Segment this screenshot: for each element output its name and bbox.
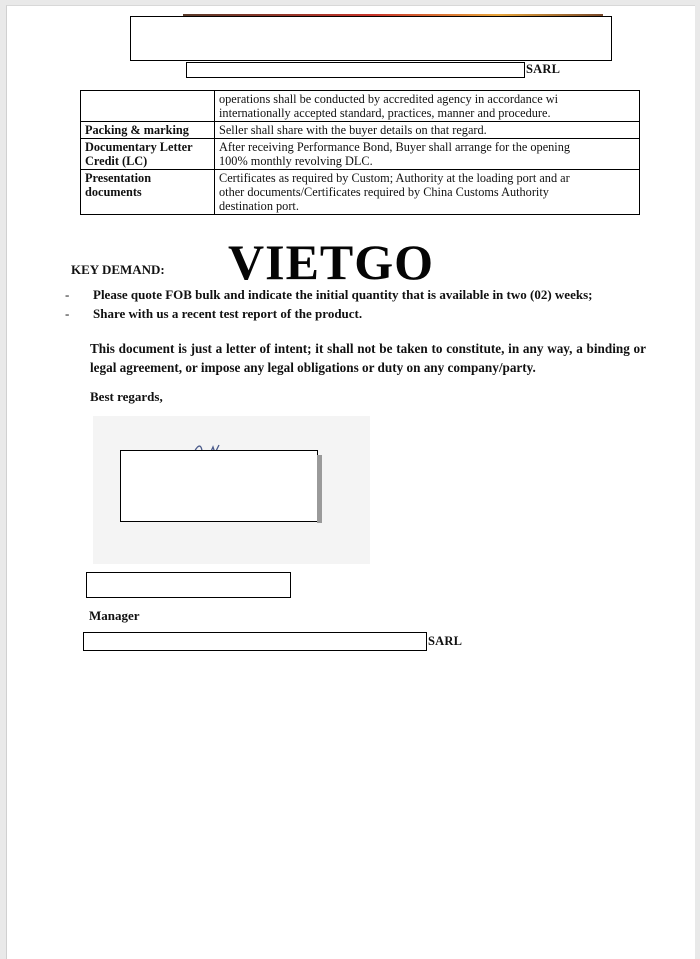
text-line: internationally accepted standard, practices, manner and procedure. [219,106,551,120]
terms-row-label [81,122,215,139]
key-demand-heading: KEY DEMAND: [71,262,165,277]
document-page [6,5,695,959]
terms-row [81,139,640,170]
demand-list [65,287,592,325]
demand-item [65,287,592,306]
redacted-signatory-name [86,572,291,598]
signatory-title: Manager [89,608,140,623]
text-line: 100% monthly revolving DLC. [219,154,373,168]
terms-table [80,90,640,215]
redacted-company-name-bottom [83,632,427,651]
label-line: documents [85,185,142,199]
terms-row-label [81,170,215,215]
terms-row [81,122,640,139]
text-line: destination port. [219,199,299,213]
demand-text: Please quote FOB bulk and indicate the initial quantity that is available in two (02) weeks; [93,287,593,302]
terms-row-text [215,139,640,170]
demand-item [65,306,592,325]
label-line: Packing & marking [85,123,189,137]
label-line: Credit (LC) [85,154,148,168]
terms-row-label [81,91,215,122]
signature-box-shadow [317,455,322,523]
text-line: Certificates as required by Custom; Authority at the loading port and ar [219,171,570,185]
closing-salutation: Best regards, [90,389,163,404]
label-line: Documentary Letter [85,140,193,154]
terms-row-text [215,91,640,122]
terms-row-text [215,170,640,215]
sarl-label-top: SARL [526,62,561,76]
demand-text: Share with us a recent test report of the product. [93,306,363,321]
text-line: other documents/Certificates required by China Customs Authority [219,185,549,199]
terms-row [81,91,640,122]
bullet-dash: - [65,287,70,302]
terms-row-label [81,139,215,170]
sarl-label-bottom: SARL [428,634,463,648]
label-line: Presentation [85,171,152,185]
text-line: operations shall be conducted by accredited agency in accordance wi [219,92,559,106]
vietgo-watermark: VIETGO [228,234,435,290]
terms-row-text [215,122,640,139]
text-line: Seller shall share with the buyer details on that regard. [219,123,487,137]
redacted-signature [120,450,318,522]
bullet-dash: - [65,306,70,321]
text-line: After receiving Performance Bond, Buyer shall arrange for the opening [219,140,571,154]
redacted-company-header [130,16,612,61]
letter-of-intent-disclaimer: This document is just a letter of intent; it shall not be taken to constitute, in any way, a binding or legal agreement, or impose any legal obligations or duty on any company/party. [90,341,646,375]
redacted-company-name-top [186,62,525,78]
terms-row [81,170,640,215]
